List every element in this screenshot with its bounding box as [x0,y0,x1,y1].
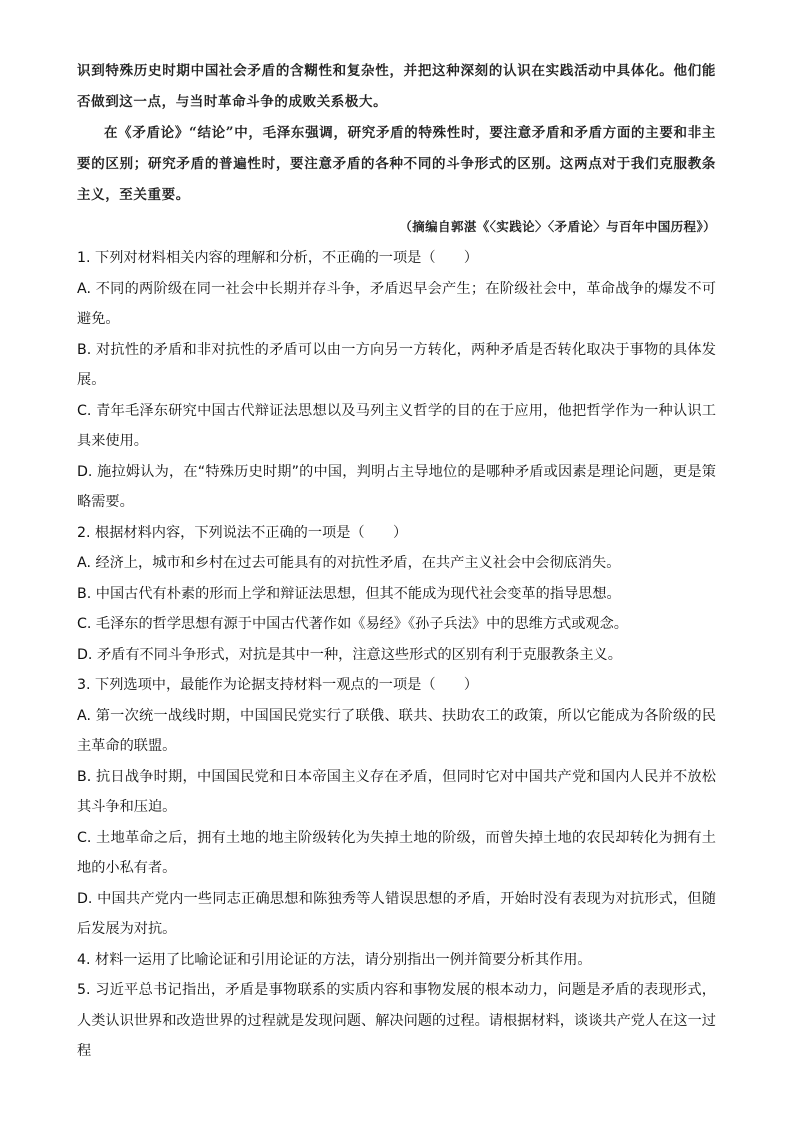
option-b: B. 中国古代有朴素的形而上学和辩证法思想，但其不能成为现代社会变革的指导思想。 [77,585,621,602]
option-d: D. 矛盾有不同斗争形式，对抗是其中一种，注意这些形式的区别有利于克服教条主义。 [77,646,622,663]
option-c: C. 毛泽东的哲学思想有源于中国古代著作如《易经》《孙子兵法》中的思维方式或观念。 [77,616,628,632]
reading-passage [77,56,716,211]
option-c: C. 青年毛泽东研究中国古代辩证法思想以及马列主义哲学的目的在于应用，他把哲学作为一种认识工具来使用。 [77,402,716,449]
option-d: D. 施拉姆认为，在“特殊历史时期”的中国，判明占主导地位的是哪种矛盾或因素是理论问题，更是策略需要。 [77,463,716,510]
question-stem: 1. 下列对材料相关内容的理解和分析，不正确的一项是（ ） [77,250,479,266]
question-stem: 5. 习近平总书记指出，矛盾是事物联系的实质内容和事物发展的根本动力，问题是矛盾的表现形式，人类认识世界和改造世界的过程就是发现问题、解决问题的过程。请根据材料，谈谈共产党人在这一过程 [77,982,716,1059]
option-b: B. 抗日战争时期，中国国民党和日本帝国主义存在矛盾，但同时它对中国共产党和国内人民并不放松其斗争和压迫。 [77,768,716,815]
passage-paragraph: 在《矛盾论》“结论”中，毛泽东强调，研究矛盾的特殊性时，要注意矛盾和矛盾方面的主要和非主要的区别；研究矛盾的普遍性时，要注意矛盾的各种不同的斗争形式的区别。这两点对于我们克服教条主义，至关重要。 [77,125,716,203]
question-stem: 3. 下列选项中，最能作为论据支持材料一观点的一项是（ ） [77,677,479,693]
question-stem: 2. 根据材料内容，下列说法不正确的一项是（ ） [77,524,408,541]
option-a: A. 不同的两阶级在同一社会中长期并存斗争，矛盾迟早会产生；在阶级社会中，革命战争的爆发不可避免。 [77,280,716,327]
option-b: B. 对抗性的矛盾和非对抗性的矛盾可以由一方向另一方转化，两种矛盾是否转化取决于事物的具体发展。 [77,341,716,388]
option-d: D. 中国共产党内一些同志正确思想和陈独秀等人错误思想的矛盾，开始时没有表现为对抗形式，但随后发展为对抗。 [77,890,716,937]
option-c: C. 土地革命之后，拥有土地的地主阶级转化为失掉土地的阶级，而曾失掉土地的农民却转化为拥有土地的小私有者。 [77,829,716,876]
question-stem: 4. 材料一运用了比喻论证和引用论证的方法，请分别指出一例并简要分析其作用。 [77,951,592,968]
option-a: A. 第一次统一战线时期，中国国民党实行了联俄、联共、扶助农工的政策，所以它能成为各阶级的民主革命的联盟。 [77,707,716,754]
option-a: A. 经济上，城市和乡村在过去可能具有的对抗性矛盾，在共产主义社会中会彻底消失。 [77,555,621,571]
passage-paragraph: 识到特殊历史时期中国社会矛盾的含糊性和复杂性，并把这种深刻的认识在实践活动中具体化。他们能否做到这一点，与当时革命斗争的成败关系极大。 [77,63,716,110]
passage-source: （摘编自郭湛《〈实践论〉〈矛盾论〉与百年中国历程》） [399,219,716,234]
question-list [77,243,716,1067]
